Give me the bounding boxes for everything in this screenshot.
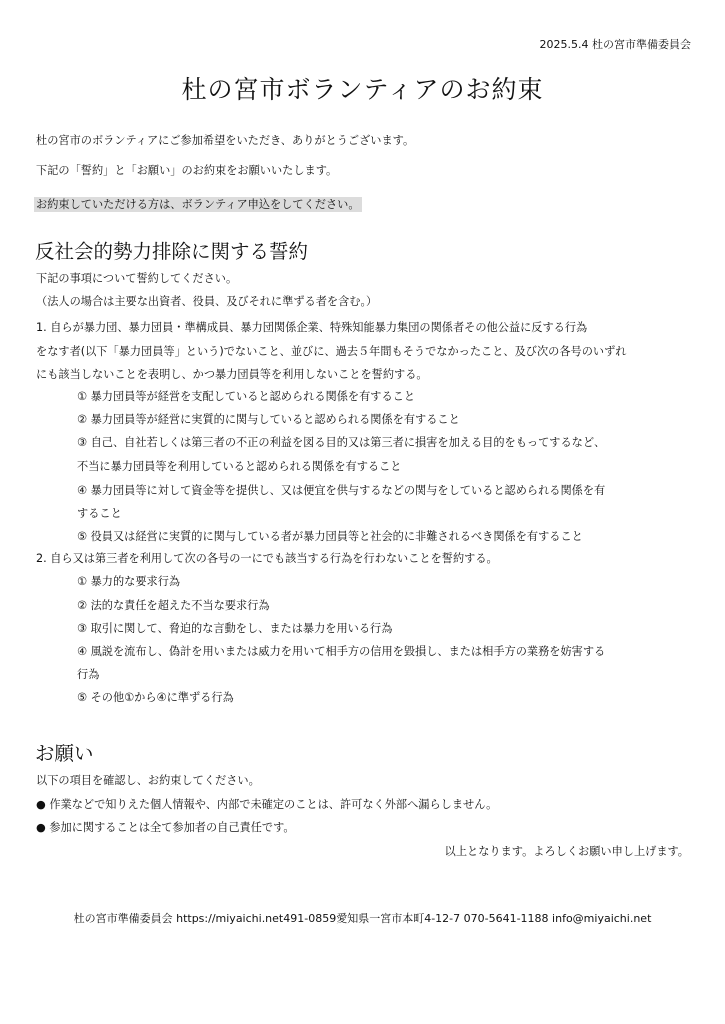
pledge-item-1-line-1: 1. 自らが暴力団、暴力団員・準構成員、暴力団関係企業、特殊知能暴力集団の関係者その他公益に反する行為 — [36, 321, 588, 334]
pledge-item-1-line-2: をなす者(以下「暴力団員等」という)でないこと、並びに、過去５年間もそうでなかったこと、及び次の各号のいずれ — [36, 345, 627, 358]
highlight-text: お約束していただける方は、ボランティア申込をしてください。 — [36, 198, 360, 211]
pledge-sub-2-2: ② 法的な責任を超えた不当な要求行為 — [77, 599, 270, 612]
pledge-sub-2-3: ③ 取引に関して、脅迫的な言動をし、または暴力を用いる行為 — [77, 622, 393, 635]
pledge-sub-2-5: ⑤ その他①から④に準ずる行為 — [77, 691, 234, 704]
date-organization: 2025.5.4 杜の宮市準備委員会 — [539, 38, 691, 51]
intro-line-1: 杜の宮市のボランティアにご参加希望をいただき、ありがとうございます。 — [36, 134, 415, 147]
pledge-item-1-line-3: にも該当しないことを表明し、かつ暴力団員等を利用しないことを誓約する。 — [36, 368, 428, 381]
intro-line-2: 下記の「誓約」と「お願い」のお約束をお願いいたします。 — [36, 164, 338, 177]
pledge-item-2: 2. 自ら又は第三者を利用して次の各号の一にでも該当する行為を行わないことを誓約する。 — [36, 552, 498, 565]
pledge-sub-2-4b: 行為 — [77, 668, 100, 681]
pledge-sub-2-4a: ④ 風説を流布し、偽計を用いまたは威力を用いて相手方の信用を毀損し、または相手方の業務を妨害する — [77, 645, 606, 658]
request-bullet-1: ● 作業などで知りえた個人情報や、内部で未確定のことは、許可なく外部へ漏らしません。 — [36, 798, 498, 811]
pledge-sub-1-4a: ④ 暴力団員等に対して資金等を提供し、又は便宜を供与するなどの関与をしていると認められる関係を有 — [77, 484, 606, 497]
section-heading-request: お願い — [35, 742, 94, 765]
pledge-sub-1-4b: すること — [77, 507, 122, 520]
pledge-sub-1-3b: 不当に暴力団員等を利用していると認められる関係を有すること — [77, 460, 402, 473]
pledge-lead-1: 下記の事項について誓約してください。 — [36, 272, 238, 285]
pledge-sub-1-2: ② 暴力団員等が経営に実質的に関与していると認められる関係を有すること — [77, 413, 460, 426]
page-title: 杜の宮市ボランティアのお約束 — [181, 75, 544, 104]
pledge-sub-2-1: ① 暴力的な要求行為 — [77, 575, 181, 588]
request-lead: 以下の項目を確認し、お約束してください。 — [36, 774, 260, 787]
pledge-sub-1-1: ① 暴力団員等が経営を支配していると認められる関係を有すること — [77, 390, 416, 403]
pledge-lead-2: （法人の場合は主要な出資者、役員、及びそれに準ずる者を含む。） — [36, 295, 378, 308]
footer-contact: 杜の宮市準備委員会 https://miyaichi.net491-0859愛知県一宮市本町4-12-7 070-5641-1188 info@miyaichi.net — [73, 912, 652, 925]
pledge-sub-1-5: ⑤ 役員又は経営に実質的に関与している者が暴力団員等と社会的に非難されるべき関係を有すること — [77, 530, 583, 543]
pledge-sub-1-3a: ③ 自己、自社若しくは第三者の不正の利益を図る目的又は第三者に損害を加える目的をもってするなど、 — [77, 436, 606, 449]
closing-text: 以上となります。よろしくお願い申し上げます。 — [444, 845, 689, 858]
intro-highlight — [36, 196, 362, 212]
section-heading-pledge: 反社会的勢力排除に関する誓約 — [35, 240, 309, 263]
request-bullet-2: ● 参加に関することは全て参加者の自己責任です。 — [36, 821, 295, 834]
